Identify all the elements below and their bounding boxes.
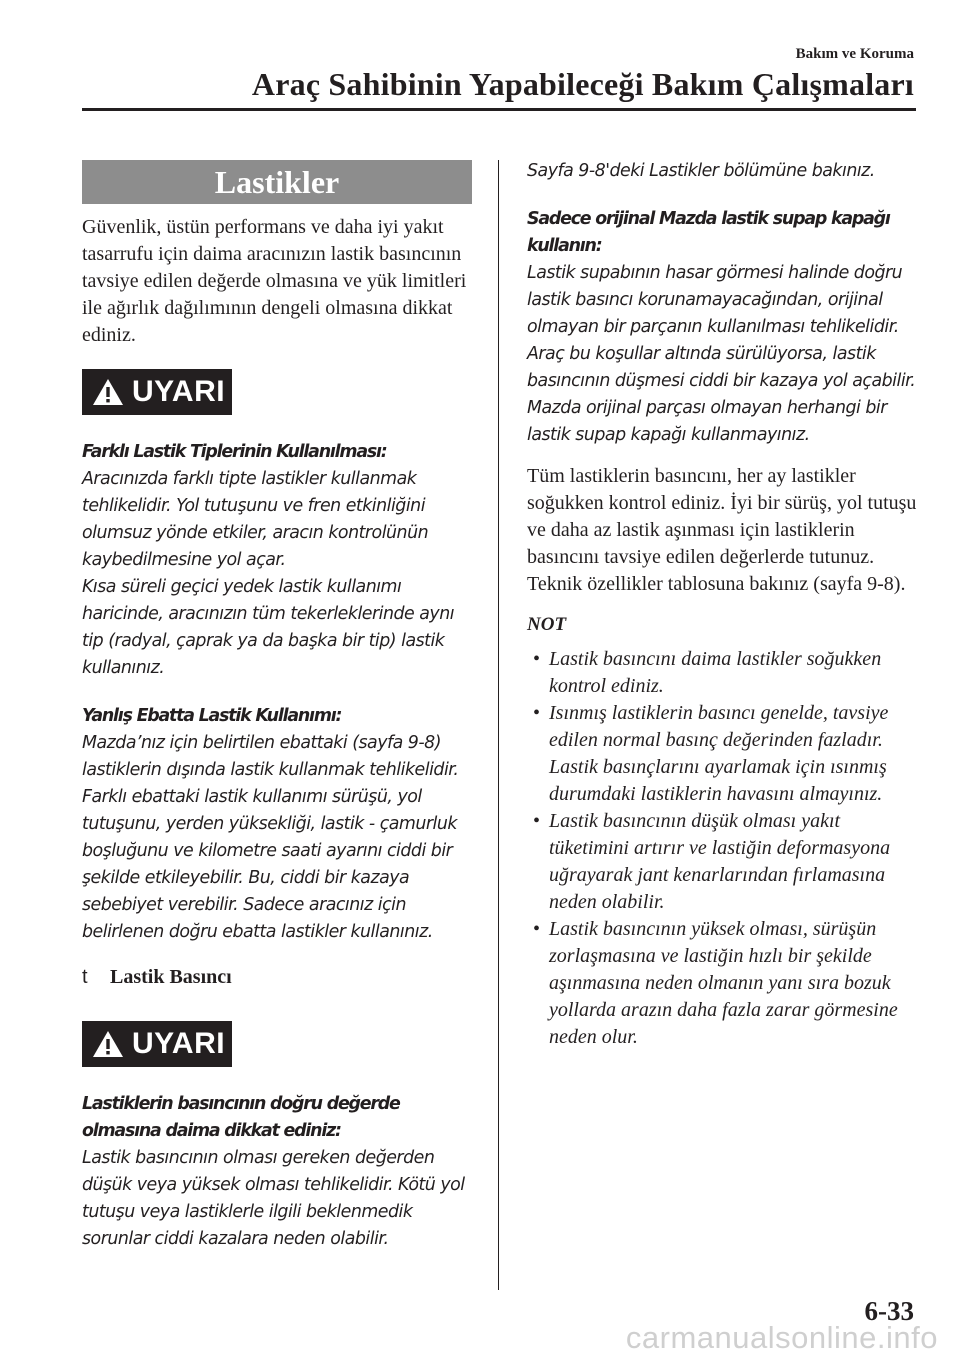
bullet-icon: •: [533, 918, 541, 940]
subsection-marker-icon: t: [82, 966, 88, 988]
subsection-title: Lastik Basıncı: [110, 966, 232, 988]
section-title: Lastikler: [82, 160, 472, 204]
header-section-label: Bakım ve Koruma: [795, 46, 914, 62]
right-column: [527, 158, 919, 1051]
note-list: [527, 646, 919, 1051]
bullet-icon: •: [533, 810, 541, 832]
note-item: • Lastik basıncının düşük olması yakıt tüketimini artırır ve lastiğin deformasyona uğrayarak jant kenarlarından fırlamasına neden olabilir.: [533, 810, 891, 913]
warning-1-heading-2: Yanlış Ebatta Lastik Kullanımı:: [82, 706, 342, 726]
spec-reference: Teknik özellikler tablosuna bakınız (sayfa 9-8).: [527, 573, 906, 595]
warning-2-body: Lastik basıncının olması gereken değerden düşük veya yüksek olması tehlikelidir. Kötü yol tutuşu veya lastiklerle ilgili beklenmedik sorunlar ciddi kazalara neden olabilir.: [82, 1148, 465, 1249]
column-divider: [498, 160, 499, 1290]
left-column: [82, 160, 472, 1253]
note-item: • Lastik basıncının yüksek olması, sürüşün zorlaşmasına ve lastiğin hızlı bir şekilde aşınmasına neden olmanın yanı sıra bozuk yollarda arazın daha fazla zarar görmesine neden olur.: [533, 918, 898, 1048]
header-rule: [82, 108, 916, 111]
warning-badge-1: [82, 369, 232, 415]
note-item: • Lastik basıncını daima lastikler soğukken kontrol ediniz.: [533, 648, 882, 697]
warning-1-heading-1: Farklı Lastik Tiplerinin Kullanılması:: [82, 442, 387, 462]
warning-badge-2: [82, 1021, 232, 1067]
header-title: Araç Sahibinin Yapabileceği Bakım Çalışmaları: [251, 66, 914, 102]
valve-cap-body: Lastik supabının hasar görmesi halinde doğru lastik basıncı korunamayacağından, orijinal olmayan bir parçanın kullanılması tehlikelidir. Araç bu koşullar altında sürülüyorsa, lastik basıncının düşmesi ciddi bir kazaya yol açabilir. Mazda orijinal parçası olmayan herhangi bir lastik supap kapağı kullanmayınız.: [527, 263, 916, 445]
bullet-icon: •: [533, 648, 541, 670]
warning-1-body-3: Mazda’nız için belirtilen ebattaki (sayfa 9-8) lastiklerin dışında lastik kullanmak tehlikelidir. Farklı ebattaki lastik kullanımı sürüşü, yol tutuşunu, yerden yüksekliği, lastik - çamurluk boşluğunu ve kilometre saati ayarını ciddi bir şekilde etkileyebilir. Bu, ciddi bir kazaya sebebiyet verebilir. Sadece aracınız için belirlenen doğru ebatta lastikler kullanınız.: [82, 733, 459, 942]
warning-1-body-2: Kısa süreli geçici yedek lastik kullanımı haricinde, aracınızın tüm tekerleklerinde aynı tip (radyal, çaprak ya da başka bir tip) lastik kullanınız.: [82, 577, 455, 678]
page-number: 6-33: [864, 1296, 914, 1326]
warning-2-heading: Lastiklerin basıncının doğru değerde olmasına daima dikkat ediniz:: [82, 1094, 400, 1141]
warning-triangle-icon: [92, 377, 124, 407]
note-item: • Isınmış lastiklerin basıncı genelde, tavsiye edilen normal basınç değerinden fazladır. Lastik basınçlarını ayarlamak için ısınmış durumdaki lastiklerin havasını almayınız.: [533, 702, 889, 805]
page-reference: Sayfa 9-8'deki Lastikler bölümüne bakınız.: [527, 161, 875, 181]
bullet-icon: •: [533, 702, 541, 724]
pressure-paragraph: Tüm lastiklerin basıncını, her ay lastikler soğukken kontrol ediniz. İyi bir sürüş, yol tutuşu ve daha az lastik aşınması için lastiklerin basıncını tavsiye edilen değerlerde tutunuz.: [527, 465, 917, 568]
warning-label: UYARI: [132, 1027, 226, 1060]
watermark: carmanualsonline.info: [625, 1320, 938, 1355]
warning-triangle-icon: [92, 1029, 124, 1059]
warning-label: UYARI: [132, 375, 226, 408]
warning-1-content: [82, 439, 472, 946]
intro-paragraph: Güvenlik, üstün performans ve daha iyi yakıt tasarrufu için daima aracınızın lastik basıncının tavsiye edilen değerde olmasına ve yük limitleri ile ağırlık dağılımının dengeli olmasına dikkat ediniz.: [82, 216, 467, 346]
subsection-heading: [82, 966, 472, 989]
note-title: NOT: [527, 614, 567, 635]
warning-2-content: [82, 1091, 472, 1253]
warning-1-body-1: Aracınızda farklı tipte lastikler kullanmak tehlikelidir. Yol tutuşunu ve fren etkinliğini olumsuz yönde etkiler, aracın kontrolünün kaybedilmesine yol açar.: [82, 469, 429, 570]
valve-cap-heading: Sadece orijinal Mazda lastik supap kapağı kullanın:: [527, 209, 890, 256]
